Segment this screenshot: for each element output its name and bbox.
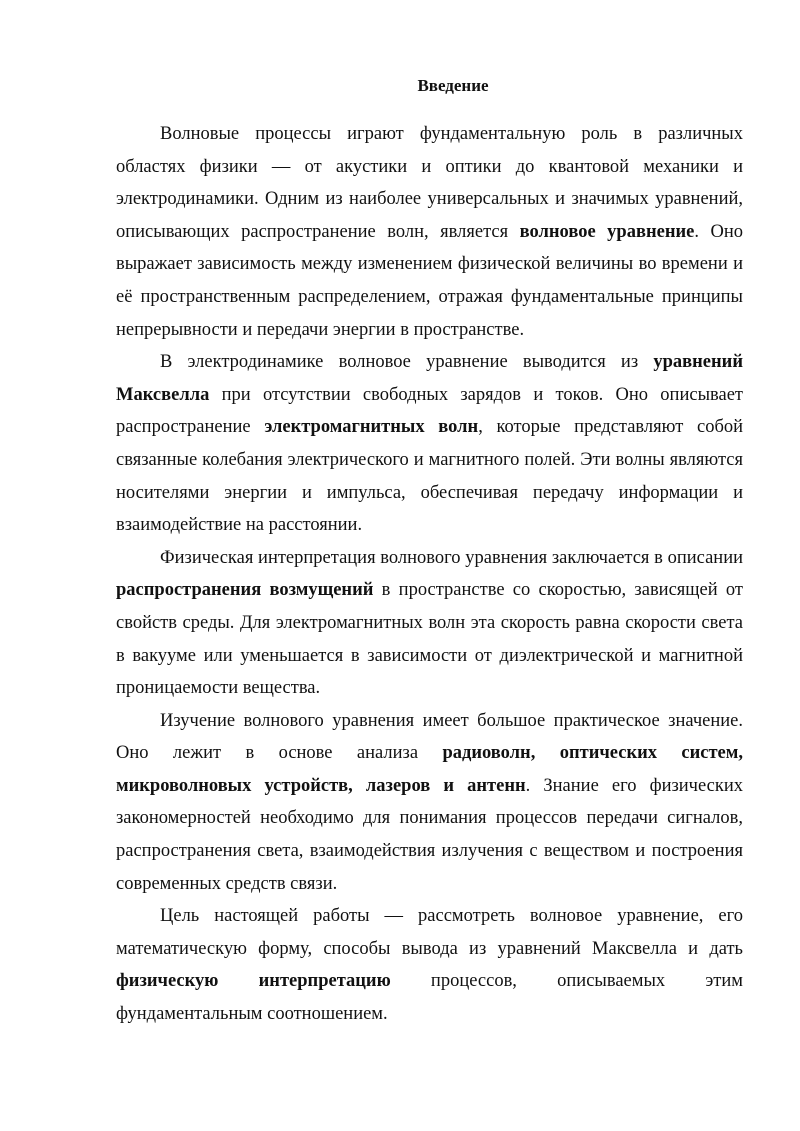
- text-run: . Оно выражает зависимость между изменением физической величины во времени и её пространственным распределением, отражая фундаментальные принципы непрерывности и передачи энергии в пространстве.: [116, 221, 744, 340]
- bold-term: электромагнитных волн: [264, 417, 479, 438]
- text-run: , которые представляют собой связанные колебания электрического и магнитного полей. Эти волны являются носителями энергии и импульса, обеспечивая передачу информации и взаимодействие на расстоянии.: [116, 417, 744, 536]
- paragraph: [116, 900, 743, 1030]
- text-run: . Знание его физических закономерностей необходимо для понимания процессов передачи сигналов, распространения света, взаимодействия излучения с веществом и построения современных средств связи.: [116, 775, 743, 894]
- bold-term: уравнений Максвелла: [116, 352, 743, 405]
- bold-term: физическую интерпретацию: [116, 971, 391, 992]
- text-run: Волновые процессы играют фундаментальную роль в различных областях физики — от акустики и оптики до квантовой механики и электродинамики. Одним из наиболее универсальных и значимых уравнений, описывающих распространение волн, является: [116, 124, 743, 242]
- page-title: Введение: [417, 76, 489, 95]
- text-run: в пространстве со скоростью, зависящей от свойств среды. Для электромагнитных волн эта скорость равна скорости света в вакууме или уменьшается в зависимости от диэлектрической и магнитной проницаемости вещества.: [116, 580, 744, 699]
- text-run: Цель настоящей работы — рассмотреть волновое уравнение, его математическую форму, способы вывода из уравнений Максвелла и дать: [116, 906, 743, 959]
- text-run: процессов, описываемых этим фундаментальным соотношением.: [116, 971, 743, 1025]
- text-run: Физическая интерпретация волнового уравнения заключается в описании: [160, 547, 743, 568]
- bold-term: волновое уравнение: [519, 221, 695, 242]
- text-run: при отсутствии свободных зарядов и токов. Оно описывает распространение: [116, 384, 743, 438]
- bold-term: распространения возмущений: [116, 580, 374, 601]
- document-body: [116, 118, 743, 1031]
- paragraph: [116, 118, 743, 346]
- paragraph: [116, 542, 743, 705]
- paragraph: [116, 346, 743, 542]
- text-run: В электродинамике волновое уравнение выводится из: [160, 352, 654, 373]
- bold-term: радиоволн, оптических систем, микроволновых устройств, лазеров и антенн: [116, 743, 743, 796]
- text-run: Изучение волнового уравнения имеет большое практическое значение. Оно лежит в основе анализа: [116, 710, 743, 764]
- paragraph: [116, 705, 743, 901]
